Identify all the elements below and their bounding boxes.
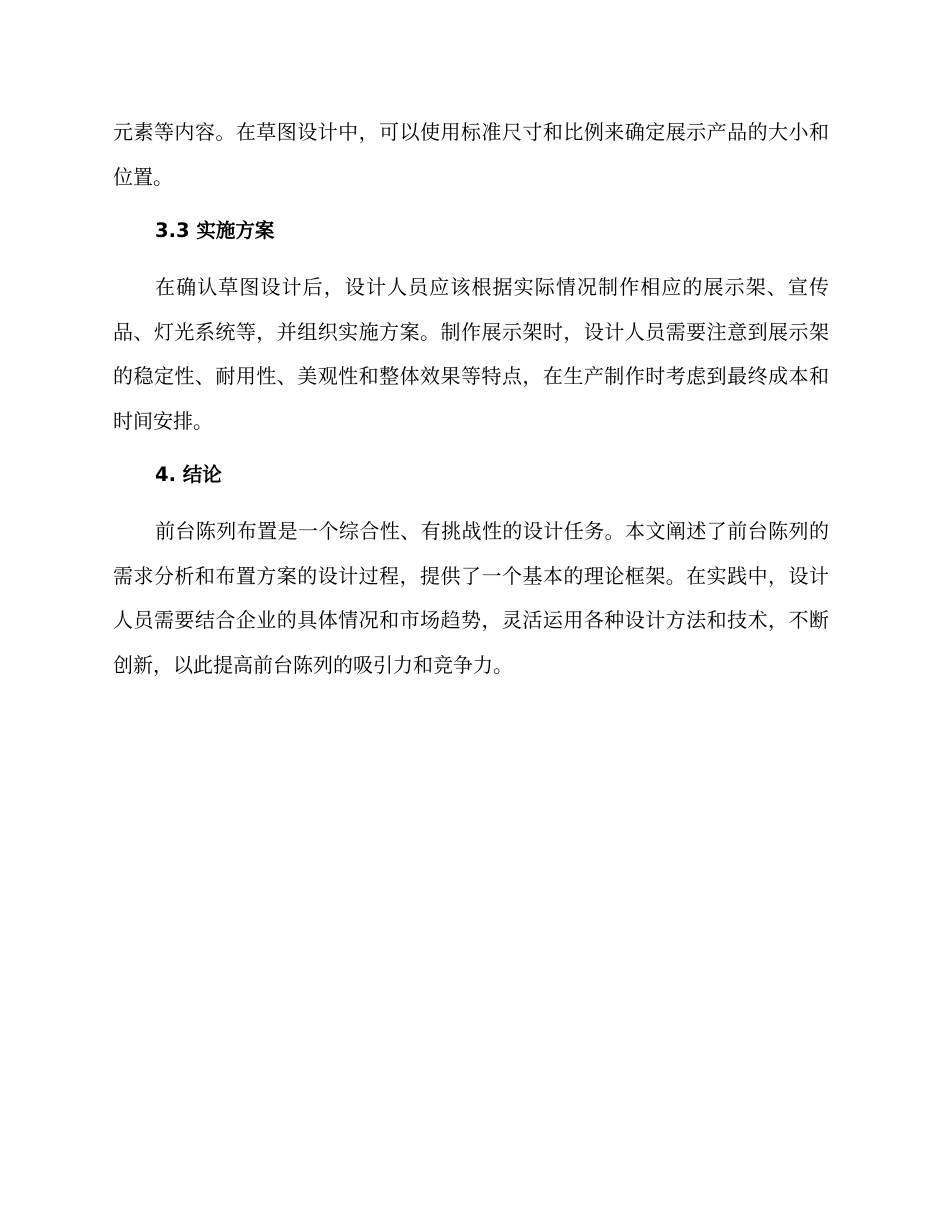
spacer xyxy=(113,443,829,455)
paragraph-continuation: 元素等内容。在草图设计中，可以使用标准尺寸和比例来确定展示产品的大小和位置。 xyxy=(113,120,829,189)
spacer xyxy=(113,495,829,509)
spacer xyxy=(113,251,829,265)
section-heading-4: 4. 结论 xyxy=(155,463,222,486)
paragraph-implementation-plan: 在确认草图设计后，设计人员应该根据实际情况制作相应的展示架、宣传品、灯光系统等，并组织实施方案。制作展示架时，设计人员需要注意到展示架的稳定性、耐用性、美观性和整体效果等特点，在生产制作时考虑到最终成本和时间安排。 xyxy=(113,275,829,433)
paragraph-conclusion: 前台陈列布置是一个综合性、有挑战性的设计任务。本文阐述了前台陈列的需求分析和布置方案的设计过程，提供了一个基本的理论框架。在实践中，设计人员需要结合企业的具体情况和市场趋势，灵活运用各种设计方法和技术，不断创新，以此提高前台陈列的吸引力和竞争力。 xyxy=(113,519,829,677)
section-heading-3-3: 3.3 实施方案 xyxy=(155,219,275,242)
document-page xyxy=(113,110,829,687)
spacer xyxy=(113,199,829,211)
